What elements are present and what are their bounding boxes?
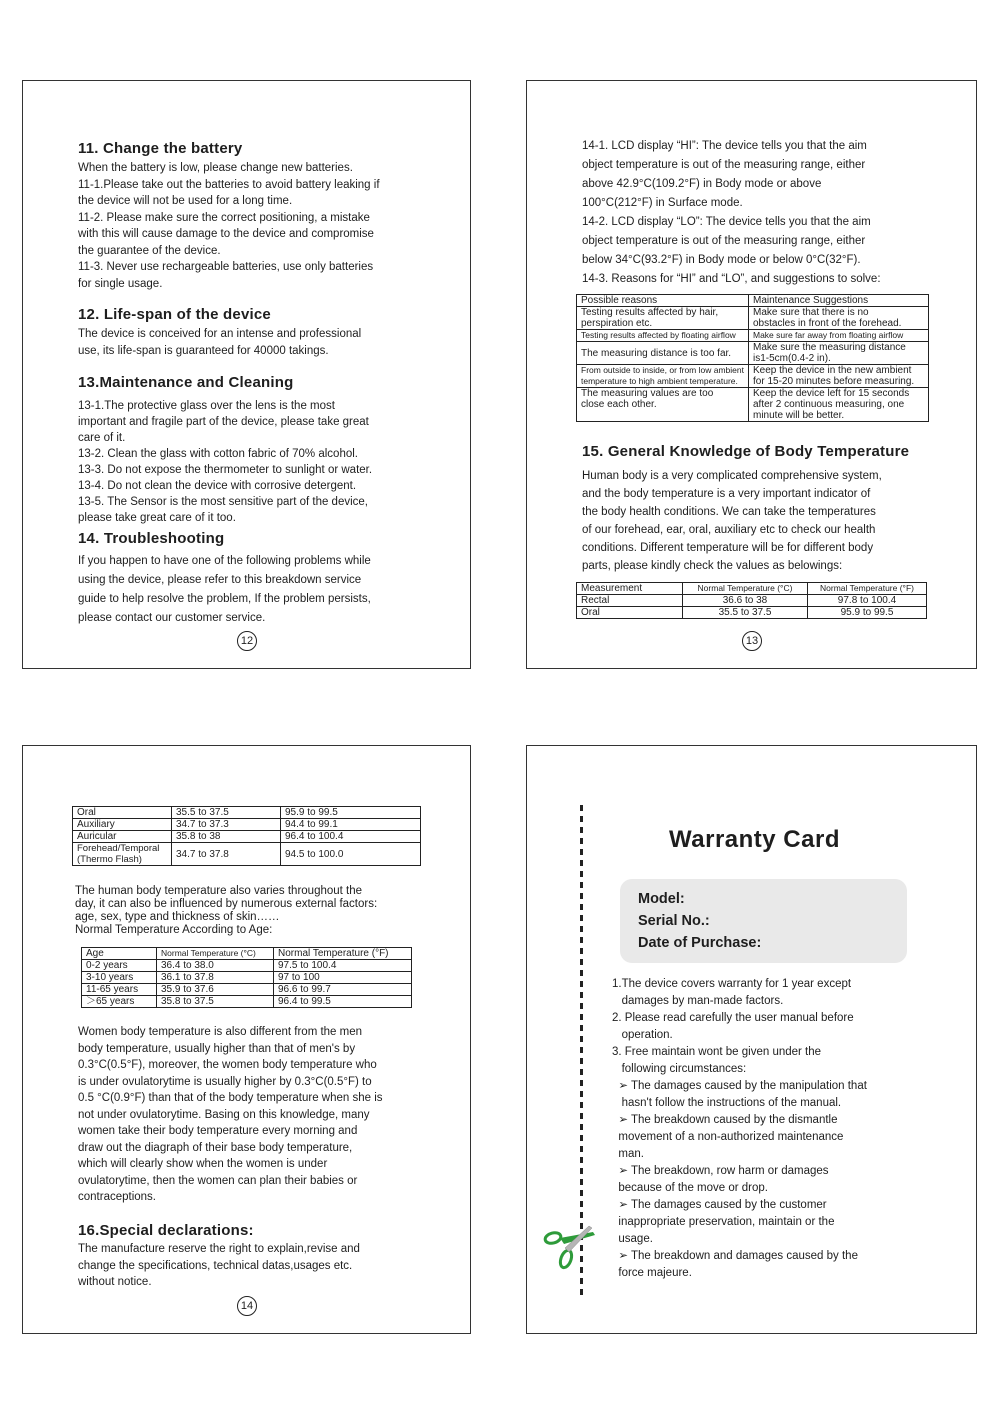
table-header-row (577, 295, 929, 307)
text-line: The manufacture reserve the right to explain,revise and (78, 1243, 360, 1255)
table-header: Age (82, 948, 157, 960)
body-temperature-table (576, 582, 927, 619)
site-temperature-table (72, 806, 421, 866)
text-line: 2. Please read carefully the user manual before (612, 1012, 854, 1024)
text-line: 13-2. Clean the glass with cotton fabric of 70% alcohol. (78, 448, 358, 460)
text-line: 14-2. LCD display “LO”: The device tells you that the aim (582, 216, 871, 228)
text-line: parts, please kindly check the values as belowings: (582, 560, 843, 572)
table-cell: 34.7 to 37.3 (172, 819, 281, 831)
manual-page-14 (22, 745, 471, 1334)
table-header: Normal Temperature (°C) (683, 583, 808, 595)
table-row (82, 960, 412, 972)
table-cell: Auxiliary (73, 819, 172, 831)
women-temperature-text (78, 1024, 438, 1206)
table-cell: 34.7 to 37.8 (172, 843, 281, 866)
text-line: 11-1.Please take out the batteries to avoid battery leaking if (78, 178, 380, 191)
text-line: the body health conditions. We can take the temperatures (582, 506, 876, 518)
text-line: important and fragile part of the device, please take great (78, 416, 369, 428)
page-number: 12 (237, 631, 257, 651)
text-line: because of the move or drop. (612, 1182, 768, 1194)
text-line: the device will not be used for a long time. (78, 195, 293, 207)
table-cell: Keep the device left for 15 seconds after 2 continuous measuring, one minute will be better. (749, 388, 929, 422)
table-cell: The measuring values are too close each other. (577, 388, 749, 422)
table-header: Possible reasons (577, 295, 749, 307)
manual-page-13 (526, 80, 977, 669)
table-cell: 3-10 years (82, 972, 157, 984)
section-16-body (78, 1241, 438, 1291)
table-cell: 35.5 to 37.5 (172, 807, 281, 819)
text-line: contraceptions. (78, 1191, 156, 1203)
section-13-title: 13.Maintenance and Cleaning (78, 374, 294, 391)
table-row (73, 819, 421, 831)
text-line: ovulatorytime, then the women can plan their babies or (78, 1174, 358, 1187)
text-line: When the battery is low, please change new batteries. (78, 162, 353, 174)
text-line: use, its life-span is guaranteed for 40000 takings. (78, 344, 329, 357)
table-header: Normal Temperature (°F) (808, 583, 927, 595)
table-row (577, 342, 929, 365)
table-cell: 95.9 to 99.5 (281, 807, 421, 819)
text-line: below 34°C(93.2°F) in Body mode or below 0°C(32°F). (582, 254, 861, 266)
table-cell: The measuring distance is too far. (577, 342, 749, 365)
text-line: day, it can also be influenced by numerous external factors: (75, 898, 378, 910)
text-line: 100°C(212°F) in Surface mode. (582, 197, 743, 209)
table-cell: 96.6 to 99.7 (274, 984, 412, 996)
text-line: women take their body temperature every morning and (78, 1125, 358, 1137)
table-row (577, 595, 927, 607)
text-line: ➢ The damages caused by the customer (612, 1199, 827, 1211)
text-line: with this will cause damage to the device and compromise (78, 228, 374, 240)
table-cell: Keep the device in the new ambient for 15-20 minutes before measuring. (749, 365, 929, 388)
text-line: 0.3°C(0.5°F), moreover, the women body temperature who (78, 1059, 377, 1071)
table-cell: Oral (73, 807, 172, 819)
table-row (82, 984, 412, 996)
table-row (73, 843, 421, 866)
table-cell: 11-65 years (82, 984, 157, 996)
text-line: 13-3. Do not expose the thermometer to sunlight or water. (78, 464, 373, 476)
text-line: object temperature is out of the measuring range, either (582, 159, 866, 171)
text-line: conditions. Different temperature will be for different body (582, 542, 874, 554)
text-line: guide to help resolve the problem, If the problem persists, (78, 593, 371, 605)
table-header-row (577, 583, 927, 595)
text-line: Women body temperature is also different from the men (78, 1026, 363, 1038)
lcd-display-notes (582, 137, 962, 289)
table-header: Normal Temperature (°C) (157, 948, 274, 960)
table-cell: 35.9 to 37.6 (157, 984, 274, 996)
serial-number-field-label: Serial No.: (638, 913, 710, 929)
table-cell: Oral (577, 607, 683, 619)
text-line: care of it. (78, 432, 126, 444)
table-row (577, 388, 929, 422)
table-row (577, 365, 929, 388)
table-cell: Make sure that there is no obstacles in front of the forehead. (749, 307, 929, 330)
table-cell: 97.5 to 100.4 (274, 960, 412, 972)
page-number: 14 (237, 1296, 257, 1316)
table-cell: Auricular (73, 831, 172, 843)
table-row (82, 972, 412, 984)
table-cell: 35.8 to 38 (172, 831, 281, 843)
text-line: ➢ The breakdown, row harm or damages (612, 1165, 829, 1177)
table-cell: Testing results affected by hair, perspiration etc. (577, 307, 749, 330)
date-of-purchase-field-label: Date of Purchase: (638, 935, 762, 951)
text-line: 11-2. Please make sure the correct positioning, a mistake (78, 211, 370, 224)
text-line: inappropriate preservation, maintain or the (612, 1216, 835, 1228)
text-line: man. (612, 1148, 644, 1160)
table-cell: 96.4 to 99.5 (274, 996, 412, 1008)
text-line: for single usage. (78, 277, 163, 290)
manual-page-12 (22, 80, 471, 669)
table-row (577, 607, 927, 619)
text-line: Normal Temperature According to Age: (75, 924, 273, 936)
section-13-body (78, 398, 458, 526)
section-11-body (78, 160, 458, 292)
page-number: 13 (742, 631, 762, 651)
text-line: please take great care of it too. (78, 512, 236, 524)
section-12-title: 12. Life-span of the device (78, 306, 271, 323)
text-line: which will clearly show when the women is under (78, 1158, 328, 1170)
text-line: 13-1.The protective glass over the lens is the most (78, 400, 335, 412)
table-cell: 97.8 to 100.4 (808, 595, 927, 607)
text-line: above 42.9°C(109.2°F) in Body mode or above (582, 178, 822, 190)
table-cell: 0-2 years (82, 960, 157, 972)
table-cell: 94.5 to 100.0 (281, 843, 421, 866)
table-cell: 35.8 to 37.5 (157, 996, 274, 1008)
text-line: 14-3. Reasons for “HI” and “LO”, and suggestions to solve: (582, 273, 881, 285)
warranty-info-box (620, 879, 907, 963)
table-cell: From outside to inside, or from low ambient temperature to high ambient temperature. (577, 365, 749, 388)
troubleshooting-table (576, 294, 929, 422)
text-line: movement of a non-authorized maintenance (612, 1131, 844, 1143)
section-15-body (582, 467, 924, 575)
text-line: the guarantee of the device. (78, 244, 221, 257)
text-line: using the device, please refer to this breakdown service (78, 574, 362, 586)
text-line: If you happen to have one of the following problems while (78, 555, 371, 567)
text-line: 14-1. LCD display “HI”: The device tells you that the aim (582, 140, 867, 152)
table-row (73, 831, 421, 843)
text-line: ➢ The breakdown and damages caused by the (612, 1250, 858, 1262)
text-line: damages by man-made factors. (612, 995, 784, 1007)
text-line: 1.The device covers warranty for 1 year except (612, 978, 852, 990)
text-line: object temperature is out of the measuring range, either (582, 235, 866, 247)
section-12-body (78, 326, 458, 359)
text-line: and the body temperature is a very important indicator of (582, 488, 871, 500)
table-header: Measurement (577, 583, 683, 595)
text-line: operation. (612, 1029, 673, 1041)
text-line: following circumstances: (612, 1063, 747, 1075)
text-line: change the specifications, technical datas,usages etc. (78, 1259, 353, 1272)
table-cell: Rectal (577, 595, 683, 607)
table-row (73, 807, 421, 819)
scissors-icon (541, 1222, 599, 1272)
section-14-body (78, 552, 458, 628)
table-cell: Make sure the measuring distance is1-5cm(0.4-2 in). (749, 342, 929, 365)
table-cell: 97 to 100 (274, 972, 412, 984)
text-line: body temperature, usually higher than that of men's by (78, 1042, 356, 1055)
table-cell: 35.5 to 37.5 (683, 607, 808, 619)
text-line: not under ovulatorytime. Basing on this knowledge, many (78, 1108, 370, 1121)
section-15-title: 15. General Knowledge of Body Temperature (582, 443, 910, 460)
table-cell: 36.4 to 38.0 (157, 960, 274, 972)
table-cell: Forehead/Temporal (Thermo Flash) (73, 843, 172, 866)
section-14-title: 14. Troubleshooting (78, 530, 225, 547)
text-line: 13-5. The Sensor is the most sensitive part of the device, (78, 496, 368, 508)
text-line: please contact our customer service. (78, 612, 266, 624)
text-line: hasn't follow the instructions of the manual. (612, 1097, 842, 1109)
table-cell: 36.1 to 37.8 (157, 972, 274, 984)
text-line: draw out the diagraph of their base body temperature, (78, 1141, 353, 1154)
text-line: 3. Free maintain wont be given under the (612, 1046, 822, 1058)
table-header: Normal Temperature (°F) (274, 948, 412, 960)
table-cell: Make sure far away from floating airflow (749, 330, 929, 342)
text-line: ➢ The damages caused by the manipulation that (612, 1080, 867, 1092)
text-line: force majeure. (612, 1267, 692, 1279)
section-16-title: 16.Special declarations: (78, 1222, 254, 1239)
table-header: Maintenance Suggestions (749, 295, 929, 307)
text-line: age, sex, type and thickness of skin…… (75, 911, 280, 923)
table-cell: 95.9 to 99.5 (808, 607, 927, 619)
table-cell: 36.6 to 38 (683, 595, 808, 607)
table-cell: Testing results affected by floating airflow (577, 330, 749, 342)
table-row (577, 307, 929, 330)
table-header-row (82, 948, 412, 960)
table-cell: 96.4 to 100.4 (281, 831, 421, 843)
text-line: 0.5 °C(0.9°F) than that of the body temperature when she is (78, 1092, 383, 1104)
text-line: The human body temperature also varies throughout the (75, 885, 363, 897)
temperature-variation-text (75, 885, 435, 937)
warranty-title: Warranty Card (669, 826, 840, 853)
text-line: 13-4. Do not clean the device with corrosive detergent. (78, 480, 357, 492)
table-cell: ＞65 years (82, 996, 157, 1008)
text-line: is under ovulatorytime is usually higher by 0.3°C(0.5°F) to (78, 1075, 372, 1088)
text-line: ➢ The breakdown caused by the dismantle (612, 1114, 838, 1126)
warranty-terms (612, 976, 957, 1282)
text-line: Human body is a very complicated comprehensive system, (582, 470, 882, 482)
table-row (577, 330, 929, 342)
text-line: of our forehead, ear, oral, auxiliary etc to check our health (582, 524, 876, 536)
text-line: usage. (612, 1233, 653, 1245)
text-line: without notice. (78, 1276, 152, 1288)
text-line: The device is conceived for an intense and professional (78, 328, 362, 340)
table-cell: 94.4 to 99.1 (281, 819, 421, 831)
text-line: 11-3. Never use rechargeable batteries, use only batteries (78, 261, 374, 273)
model-field-label: Model: (638, 891, 685, 907)
age-temperature-table (81, 947, 412, 1008)
section-11-title: 11. Change the battery (78, 140, 243, 157)
table-row (82, 996, 412, 1008)
